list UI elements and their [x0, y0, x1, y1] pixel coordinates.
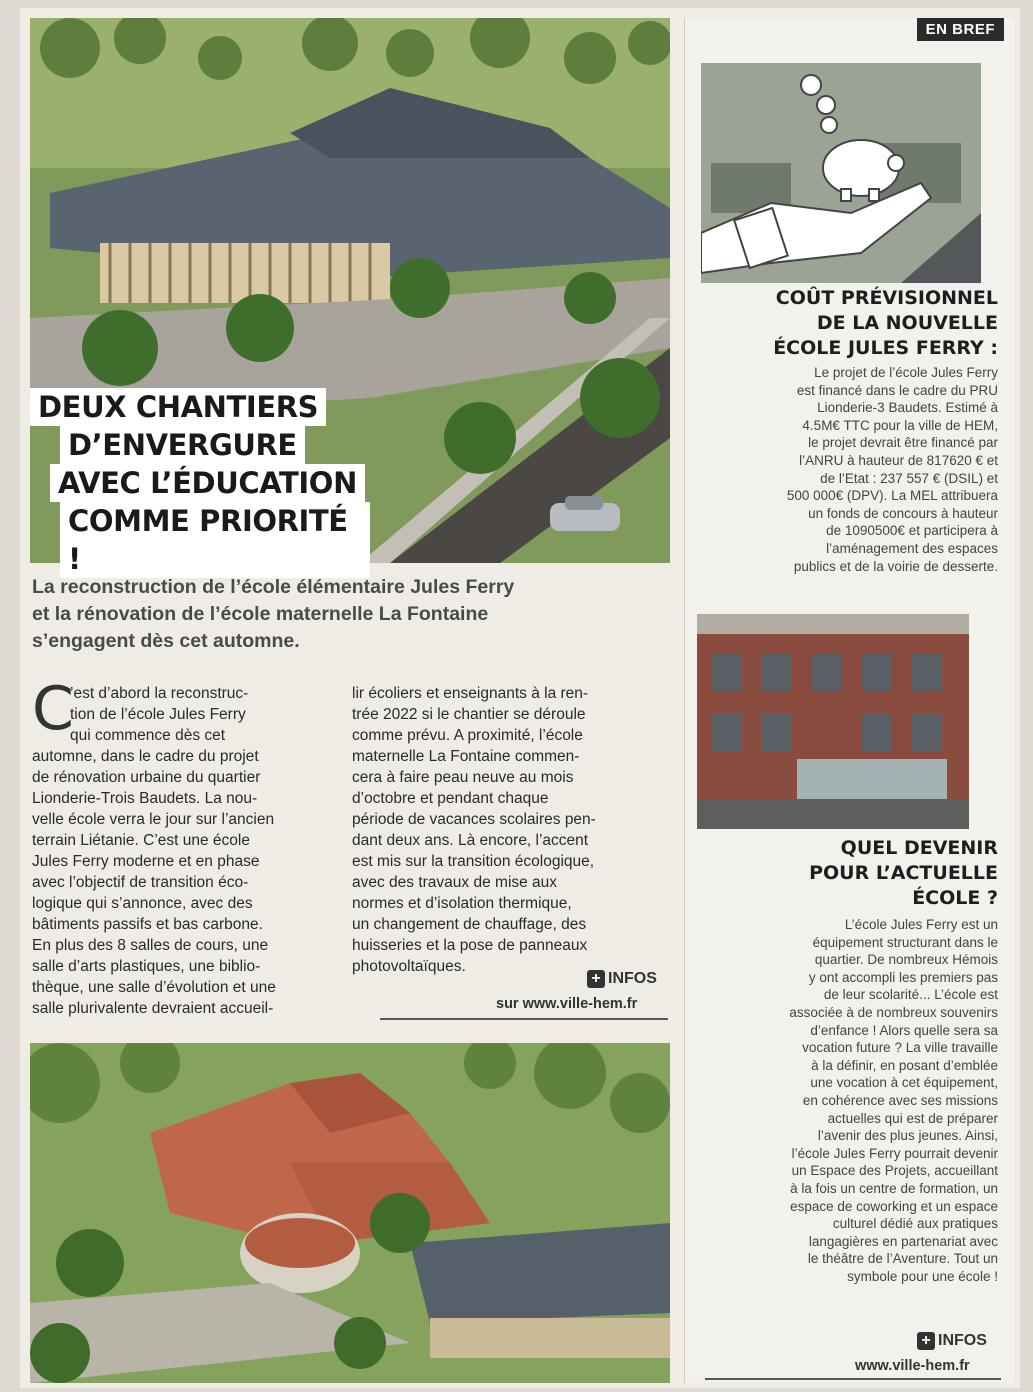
article-line: comme prévu. A proximité, l’école: [352, 727, 583, 744]
sidebar-en-bref: [684, 18, 1014, 1383]
future-title-line: ÉCOLE ?: [912, 887, 998, 909]
future-line: l’école Jules Ferry pourrait devenir: [791, 1145, 998, 1161]
cost-line: Le projet de l’école Jules Ferry: [814, 365, 998, 380]
future-line: d’enfance ! Alors quelle sera sa: [810, 1022, 998, 1038]
maternelle-rendering: [30, 1043, 670, 1383]
sidebar-divider: [705, 1378, 1001, 1380]
article-line: maternelle La Fontaine commen-: [352, 748, 580, 765]
savings-illustration: [701, 63, 981, 283]
future-line: L’école Jules Ferry est un: [844, 917, 998, 932]
cost-line: 4.5M€ TTC pour la ville de HEM,: [802, 417, 998, 433]
drop-cap: C: [32, 674, 74, 744]
future-title-line: POUR L’ACTUELLE: [809, 862, 998, 884]
article-line: qui commence dès cet: [70, 727, 226, 744]
future-line: quartier. De nombreux Hémois: [814, 952, 998, 968]
article-line: salle d’arts plastiques, une biblio-: [32, 958, 261, 975]
sidebar-infos-link[interactable]: www.ville-hem.fr: [855, 1358, 970, 1374]
future-line: espace de coworking et un espace: [790, 1198, 998, 1214]
future-line: une vocation à cet équipement,: [810, 1075, 998, 1091]
future-line: culturel dédié aux pratiques: [832, 1216, 998, 1232]
article-line: salle plurivalente devraient accueil-: [32, 1000, 274, 1017]
article-line: trée 2022 si le chantier se déroule: [352, 706, 586, 723]
sidebar-infos-text: INFOS: [938, 1332, 987, 1349]
cost-line: 500 000€ (DPV). La MEL attribuera: [786, 488, 998, 504]
cost-line: Lionderie-3 Baudets. Estimé à: [817, 400, 998, 416]
article-line: de rénovation urbaine du quartier: [32, 769, 261, 786]
infos-label: [587, 970, 657, 988]
article-line: est mis sur la transition écologique,: [352, 853, 595, 870]
future-body: [789, 916, 998, 1285]
headline-line-2: D’ENVERGURE: [60, 426, 305, 464]
headline-line-4: COMME PRIORITÉ !: [60, 502, 370, 578]
future-line: associée à de nombreux souvenirs: [789, 1004, 998, 1020]
future-line: symbole pour une école !: [847, 1268, 998, 1284]
future-line: vocation future ? La ville travaille: [802, 1040, 998, 1056]
intro-line: s’engagent dès cet automne.: [32, 630, 300, 652]
future-line: à la fois un centre de formation, un: [790, 1180, 998, 1196]
future-line: à la définir, en posant d’emblée: [811, 1057, 998, 1073]
article-line: automne, dans le cadre du projet: [32, 748, 259, 765]
cost-line: de 1090500€ et participera à: [826, 523, 998, 539]
future-line: y ont accompli les premiers pas: [808, 969, 998, 985]
article-line: dant deux ans. Là encore, l’accent: [352, 832, 589, 849]
cost-title-line: DE LA NOUVELLE: [816, 312, 998, 334]
article-line: En plus des 8 salles de cours, une: [32, 937, 269, 954]
article-line: Jules Ferry moderne et en phase: [32, 853, 260, 870]
infos-link[interactable]: sur www.ville-hem.fr: [496, 996, 638, 1012]
article-line: Lionderie-Trois Baudets. La nou-: [32, 790, 258, 807]
current-school-photo: [697, 614, 969, 829]
article-column-1: [32, 674, 342, 1019]
divider: [380, 1018, 668, 1020]
intro-line: La reconstruction de l’école élémentaire Jules Ferry: [32, 576, 515, 598]
cost-line: le projet devrait être financé par: [808, 435, 998, 451]
infos-text: INFOS: [608, 970, 657, 987]
article-line: tion de l’école Jules Ferry: [70, 706, 246, 723]
article-line: période de vacances scolaires pen-: [352, 811, 596, 828]
article-line: lir écoliers et enseignants à la ren-: [352, 685, 589, 702]
cost-title-line: ÉCOLE JULES FERRY :: [773, 337, 998, 359]
cost-line: publics et de la voirie de desserte.: [793, 558, 998, 574]
cost-title-line: COÛT PRÉVISIONNEL: [775, 287, 998, 309]
cost-body: [787, 364, 998, 575]
headline: [30, 388, 370, 578]
article-line: thèque, une salle d’évolution et une: [32, 979, 276, 996]
future-line: équipement structurant dans le: [812, 934, 998, 950]
en-bref-badge: EN BREF: [917, 18, 1004, 41]
future-line: le théâtre de l’Aventure. Tout un: [807, 1251, 998, 1267]
future-line: un Espace des Projets, accueillant: [791, 1163, 998, 1179]
cost-line: un fonds de concours à hauteur: [808, 505, 998, 521]
article-line: ’est d’abord la reconstruc-: [70, 685, 249, 702]
article-intro: [32, 574, 672, 655]
magazine-page: [20, 8, 1020, 1388]
intro-line: et la rénovation de l’école maternelle La Fontaine: [32, 603, 489, 625]
article-line: un changement de chauffage, des: [352, 916, 587, 933]
headline-line-1: DEUX CHANTIERS: [30, 388, 326, 426]
plus-square-icon: +: [917, 1332, 935, 1350]
cost-line: de l’Etat : 237 557 € (DSIL) et: [820, 470, 998, 486]
article-line: velle école verra le jour sur l’ancien: [32, 811, 275, 828]
article-line: terrain Liétanie. C’est une école: [32, 832, 250, 849]
cost-title: [773, 286, 998, 361]
future-title-line: QUEL DEVENIR: [840, 837, 998, 859]
future-line: actuelles qui est de préparer: [827, 1110, 998, 1126]
article-line: normes et d’isolation thermique,: [352, 895, 572, 912]
future-line: en cohérence avec ses missions: [802, 1092, 998, 1108]
cost-line: l’ANRU à hauteur de 817620 € et: [799, 452, 998, 468]
article-line: logique qui s’annonce, avec des: [32, 895, 253, 912]
article-line: avec l’objectif de transition éco-: [32, 874, 249, 891]
future-line: l’avenir des plus jeunes. Ainsi,: [817, 1128, 998, 1144]
article-line: avec des travaux de mise aux: [352, 874, 558, 891]
plus-square-icon: +: [587, 970, 605, 988]
article-line: d’octobre et pendant chaque: [352, 790, 549, 807]
sidebar-infos-label: [917, 1332, 987, 1350]
headline-line-3: AVEC L’ÉDUCATION: [50, 464, 365, 502]
article-line: cera à faire peau neuve au mois: [352, 769, 574, 786]
article-column-2: [352, 683, 668, 977]
article-line: huisseries et la pose de panneaux: [352, 937, 588, 954]
future-line: langagières en partenariat avec: [808, 1233, 998, 1249]
cost-line: est financé dans le cadre du PRU: [796, 382, 998, 398]
article-line: bâtiments passifs et bas carbone.: [32, 916, 263, 933]
future-line: de leur scolarité... L’école est: [823, 987, 998, 1003]
cost-line: l’aménagement des espaces: [826, 540, 998, 556]
future-title: [809, 836, 998, 911]
article-line: photovoltaïques.: [352, 958, 466, 975]
